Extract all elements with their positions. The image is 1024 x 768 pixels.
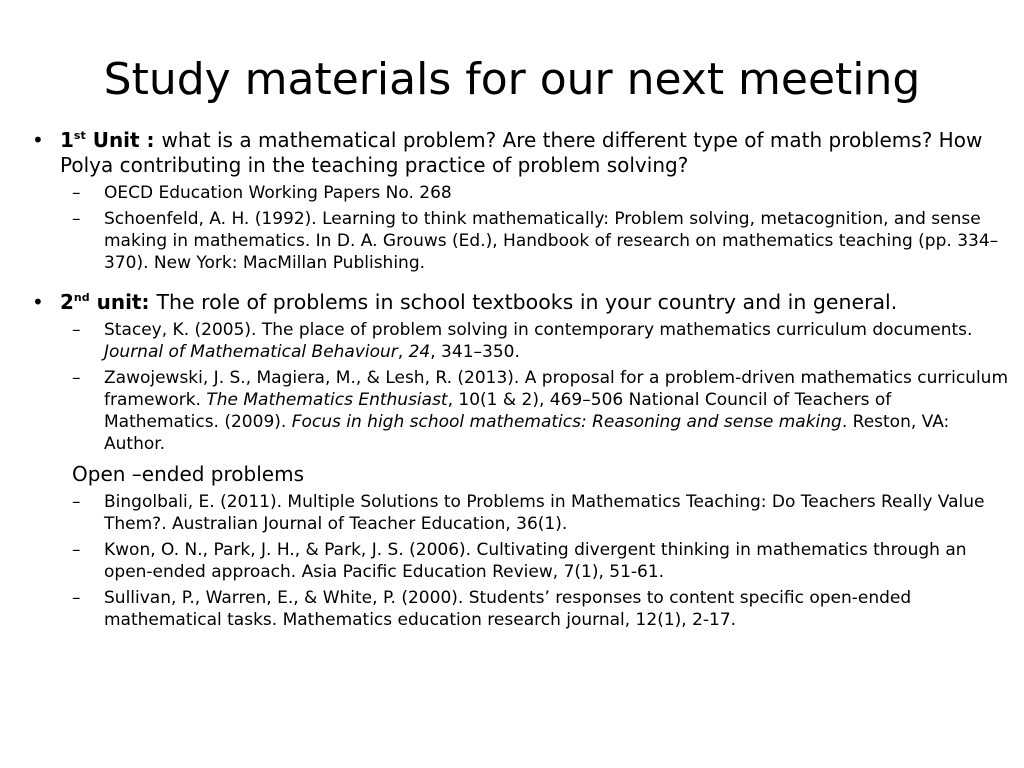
slide-title: Study materials for our next meeting [103,54,921,105]
reference-text: Schoenfeld, A. H. (1992). Learning to think mathematically: Problem solving, metacognition, and sense making in mathematics. In D. A. Grouws (Ed.), Handbook of research on mathematics teaching (pp. 334–370). New York: MacMillan Publishing. [104,209,999,273]
dash-icon: – [72,183,81,203]
open-ended-heading: Open –ended problems [72,462,304,486]
dash-icon: – [72,492,81,512]
unit-1-text: what is a mathematical problem? Are there different type of math problems? How Polya contributing in the teaching practice of problem solving? [60,128,983,177]
dash-icon: – [72,209,81,229]
reference-item [28,539,1008,583]
reference-text [104,368,1008,454]
reference-text [104,320,972,362]
unit-2-number: 2 [60,290,74,314]
unit-1-number: 1 [60,128,74,152]
bullet-icon: • [32,290,44,314]
unit-2-word: unit: [89,290,157,314]
reference-item [28,367,1008,455]
reference-text: Sullivan, P., Warren, E., & White, P. (2000). Students’ responses to content specific open-ended mathematical tasks. Mathematics education research journal, 12(1), 2-17. [104,588,912,630]
reference-text: OECD Education Working Papers No. 268 [104,183,452,203]
bullet-unit-2 [28,290,1008,315]
unit-2-text: The role of problems in school textbooks in your country and in general. [156,290,898,314]
unit-2-ordinal: nd [73,291,90,304]
reference-item [28,491,1008,535]
journal-title: Journal of Mathematical Behaviour [104,342,398,362]
unit-2-label [60,290,156,314]
unit-1-label [60,128,162,152]
bullet-icon: • [32,128,44,152]
reference-separator: , [397,342,409,362]
slide-content [28,128,1008,631]
reference-text: Bingolbali, E. (2011). Multiple Solutions to Problems in Mathematics Teaching: Do Teachers Really Value Them?. Australian Journal of Teacher Education, 36(1). [104,492,985,534]
reference-item [28,182,1008,204]
unit-1-word: Unit : [85,128,162,152]
reference-part: . Reston, VA: Author. [104,412,950,454]
journal-volume: 24 [408,342,431,362]
reference-part: , 341–350. [430,342,520,362]
reference-part: Stacey, K. (2005). The place of problem solving in contemporary mathematics curriculum documents. [104,320,973,340]
dash-icon: – [72,368,81,388]
reference-item [28,319,1008,363]
reference-item [28,208,1008,274]
reference-item [28,587,1008,631]
bullet-unit-1 [28,128,1008,178]
book-title: Focus in high school mathematics: Reasoning and sense making [291,412,842,432]
unit-1-ordinal: st [73,129,86,142]
reference-part: , 10(1 & 2), 469–506 National Council of Teachers of Mathematics. (2009). [104,390,892,432]
dash-icon: – [72,320,81,340]
reference-part: Zawojewski, J. S., Magiera, M., & Lesh, R. (2013). A proposal for a problem-driven mathematics curriculum framework. [104,368,1009,410]
reference-text: Kwon, O. N., Park, J. H., & Park, J. S. (2006). Cultivating divergent thinking in mathematics through an open-ended approach. Asia Pacific Education Review, 7(1), 51-61. [104,540,967,582]
dash-icon: – [72,540,81,560]
dash-icon: – [72,588,81,608]
journal-title: The Mathematics Enthusiast [206,390,448,410]
